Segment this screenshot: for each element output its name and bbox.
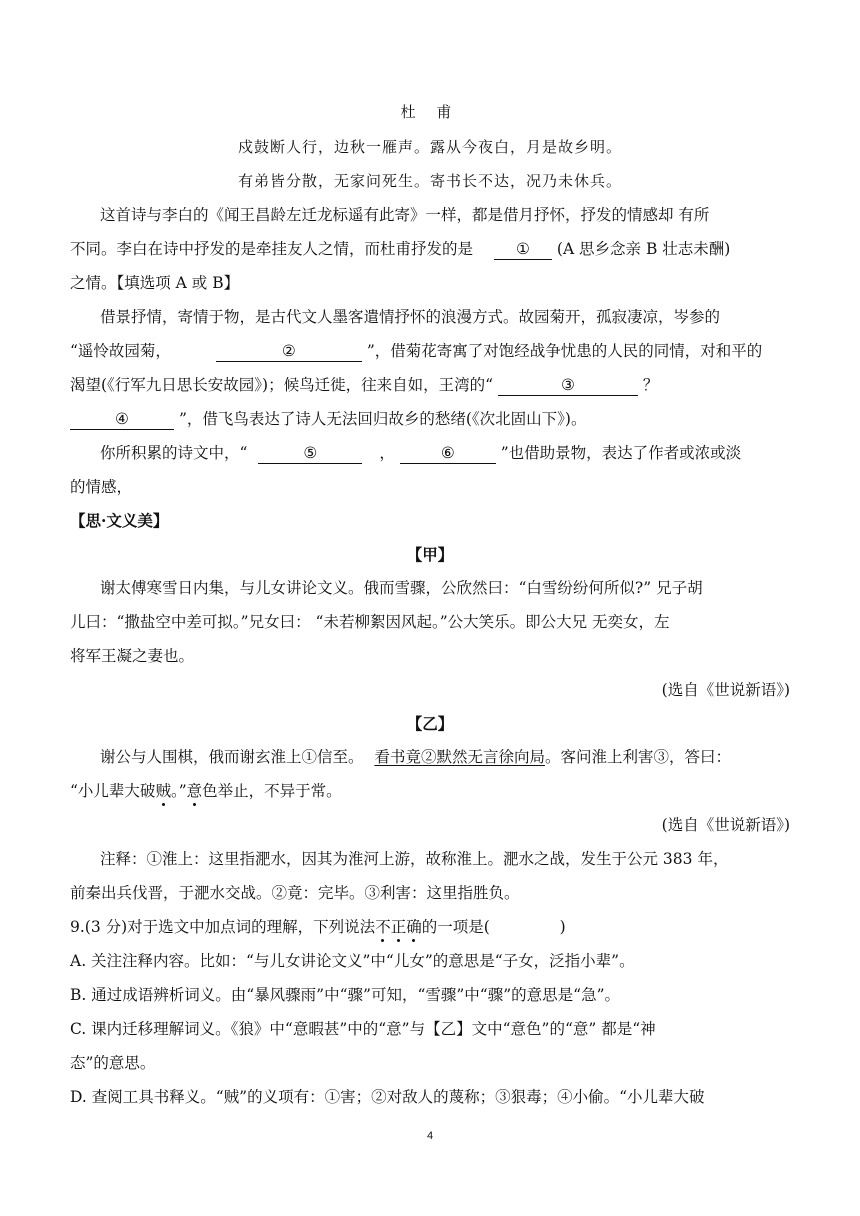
para1-line2 xyxy=(70,239,790,260)
passage-yi-heading: 【乙】 xyxy=(406,714,454,733)
yi-text-d: 。” xyxy=(170,782,187,800)
blank-5[interactable]: ⑤ xyxy=(258,443,362,464)
yi-text-a: 谢公与人围棋，俄而谢玄淮上①信至。 xyxy=(100,748,364,766)
jia-line3: 将军王凝之妻也。 xyxy=(70,647,195,665)
yi-text-b: 。客问淮上利害③，答曰： xyxy=(544,748,731,766)
yi-line1 xyxy=(70,747,790,767)
para3-line1 xyxy=(70,443,790,464)
dotted-word-yi: 意 xyxy=(186,782,203,800)
option-c-line1: C. 课内迁移理解词义。《狼》中“意暇甚”中的“意”与【乙】文中“意色”的“意” 都是“神 xyxy=(70,1020,656,1038)
para3-separator: ， xyxy=(379,444,395,462)
para2-line3 xyxy=(70,375,790,396)
passage-jia-heading: 【甲】 xyxy=(406,545,454,564)
para2-text-a: “遥怜故园菊， xyxy=(70,342,171,360)
para2-line4 xyxy=(70,409,790,430)
question-stem-b: 的一项是( xyxy=(421,918,490,936)
blank-1[interactable]: ① xyxy=(494,239,552,260)
notes-line2: 前秦出兵伐晋，于淝水交战。②竟：完毕。③利害：这里指胜负。 xyxy=(70,884,520,902)
option-c-line2: 态”的意思。 xyxy=(70,1054,156,1072)
para1-options: (A 思乡念亲 B 壮志未酬) xyxy=(556,240,731,258)
yi-underlined-sentence: 看书竟②默然无言徐向局 xyxy=(374,748,545,766)
para3-text-a: 你所积累的诗文中，“ xyxy=(100,444,248,462)
yi-text-c: “小儿辈大破 xyxy=(70,782,156,800)
option-b: B. 通过成语辨析词义。由“暴风骤雨”中“骤”可知，“雪骤”中“骤”的意思是“急”。 xyxy=(70,986,620,1004)
para3-text-b: ”也借助景物，表达了作者或浓或淡 xyxy=(500,444,742,462)
question-9-stem xyxy=(70,917,790,937)
para2-text-b: ”，借菊花寄寓了对饱经战争忧患的人民的同情，对和平的 xyxy=(366,342,763,360)
para2-line2 xyxy=(70,341,790,362)
poem-line-2: 有弟皆分散，无家问死生。寄书长不达，况乃未休兵。 xyxy=(237,172,622,190)
jia-line1: 谢太傅寒雪日内集，与儿女讲论文义。俄而雪骤，公欣然曰：“白雪纷纷何所似?” 兄子胡 xyxy=(100,579,703,597)
option-a: A. 关注注释内容。比如：“与儿女讲论文义”中“儿女”的意思是“子女，泛指小辈”。 xyxy=(70,952,635,970)
dotted-char-bu: 不 xyxy=(375,918,391,936)
option-d: D. 查阅工具书释义。“贼”的义项有：①害；②对敌人的蔑称；③狠毒；④小偷。“小儿辈大破 xyxy=(70,1088,705,1106)
question-stem-a: 9.(3 分)对于选文中加点词的理解，下列说法 xyxy=(70,918,376,936)
section-heading: 【思·文义美】 xyxy=(70,511,169,530)
blank-6[interactable]: ⑥ xyxy=(400,443,496,464)
para2-text-c: 渴望(《行军九日思长安故园》)；候鸟迁徙，往来自如，王湾的“ xyxy=(70,376,494,394)
poem-author: 杜 甫 xyxy=(400,103,460,121)
blank-4[interactable]: ④ xyxy=(70,409,174,430)
blank-2[interactable]: ② xyxy=(216,341,362,362)
para1-line1: 这首诗与李白的《闻王昌龄左迁龙标遥有此寄》一样，都是借月抒怀，抒发的情感却 有所 xyxy=(100,206,710,224)
para3-line2: 的情感， xyxy=(70,478,133,496)
poem-line-1: 戍鼓断人行，边秋一雁声。露从今夜白，月是故乡明。 xyxy=(237,138,622,156)
jia-source: (选自《世说新语》) xyxy=(661,681,790,699)
yi-text-e: 色举止，不异于常。 xyxy=(202,782,342,800)
para2-line1: 借景抒情，寄情于物，是古代文人墨客遣情抒怀的浪漫方式。故园菊开，孤寂凄凉，岑参的 xyxy=(100,308,721,326)
blank-3[interactable]: ③ xyxy=(498,375,638,396)
yi-line2 xyxy=(70,781,790,801)
para2-question-mark: ？ xyxy=(642,376,659,394)
dotted-word-zei: 贼 xyxy=(155,782,171,800)
para1-text: 不同。李白在诗中抒发的是牵挂友人之情，而杜甫抒发的是 xyxy=(70,240,474,258)
yi-source: (选自《世说新语》) xyxy=(661,816,790,834)
para1-line3: 之情。【填选项 A 或 B】 xyxy=(70,274,240,292)
dotted-char-zheng: 正 xyxy=(390,918,407,936)
notes-line1: 注释：①淮上：这里指淝水，因其为淮河上游，故称淮上。淝水之战，发生于公元 383 年， xyxy=(100,850,729,868)
dotted-char-que: 确 xyxy=(406,918,422,936)
para2-text-d: ”，借飞鸟表达了诗人无法回归故乡的愁绪(《次北固山下》)。 xyxy=(178,410,587,428)
page-number: 4 xyxy=(426,1130,434,1142)
jia-line2: 儿曰：“撒盐空中差可拟。”兄女曰： “未若柳絮因风起。”公大笑乐。即公大兄 无奕女，左 xyxy=(70,613,670,631)
question-stem-c: ) xyxy=(559,918,566,936)
